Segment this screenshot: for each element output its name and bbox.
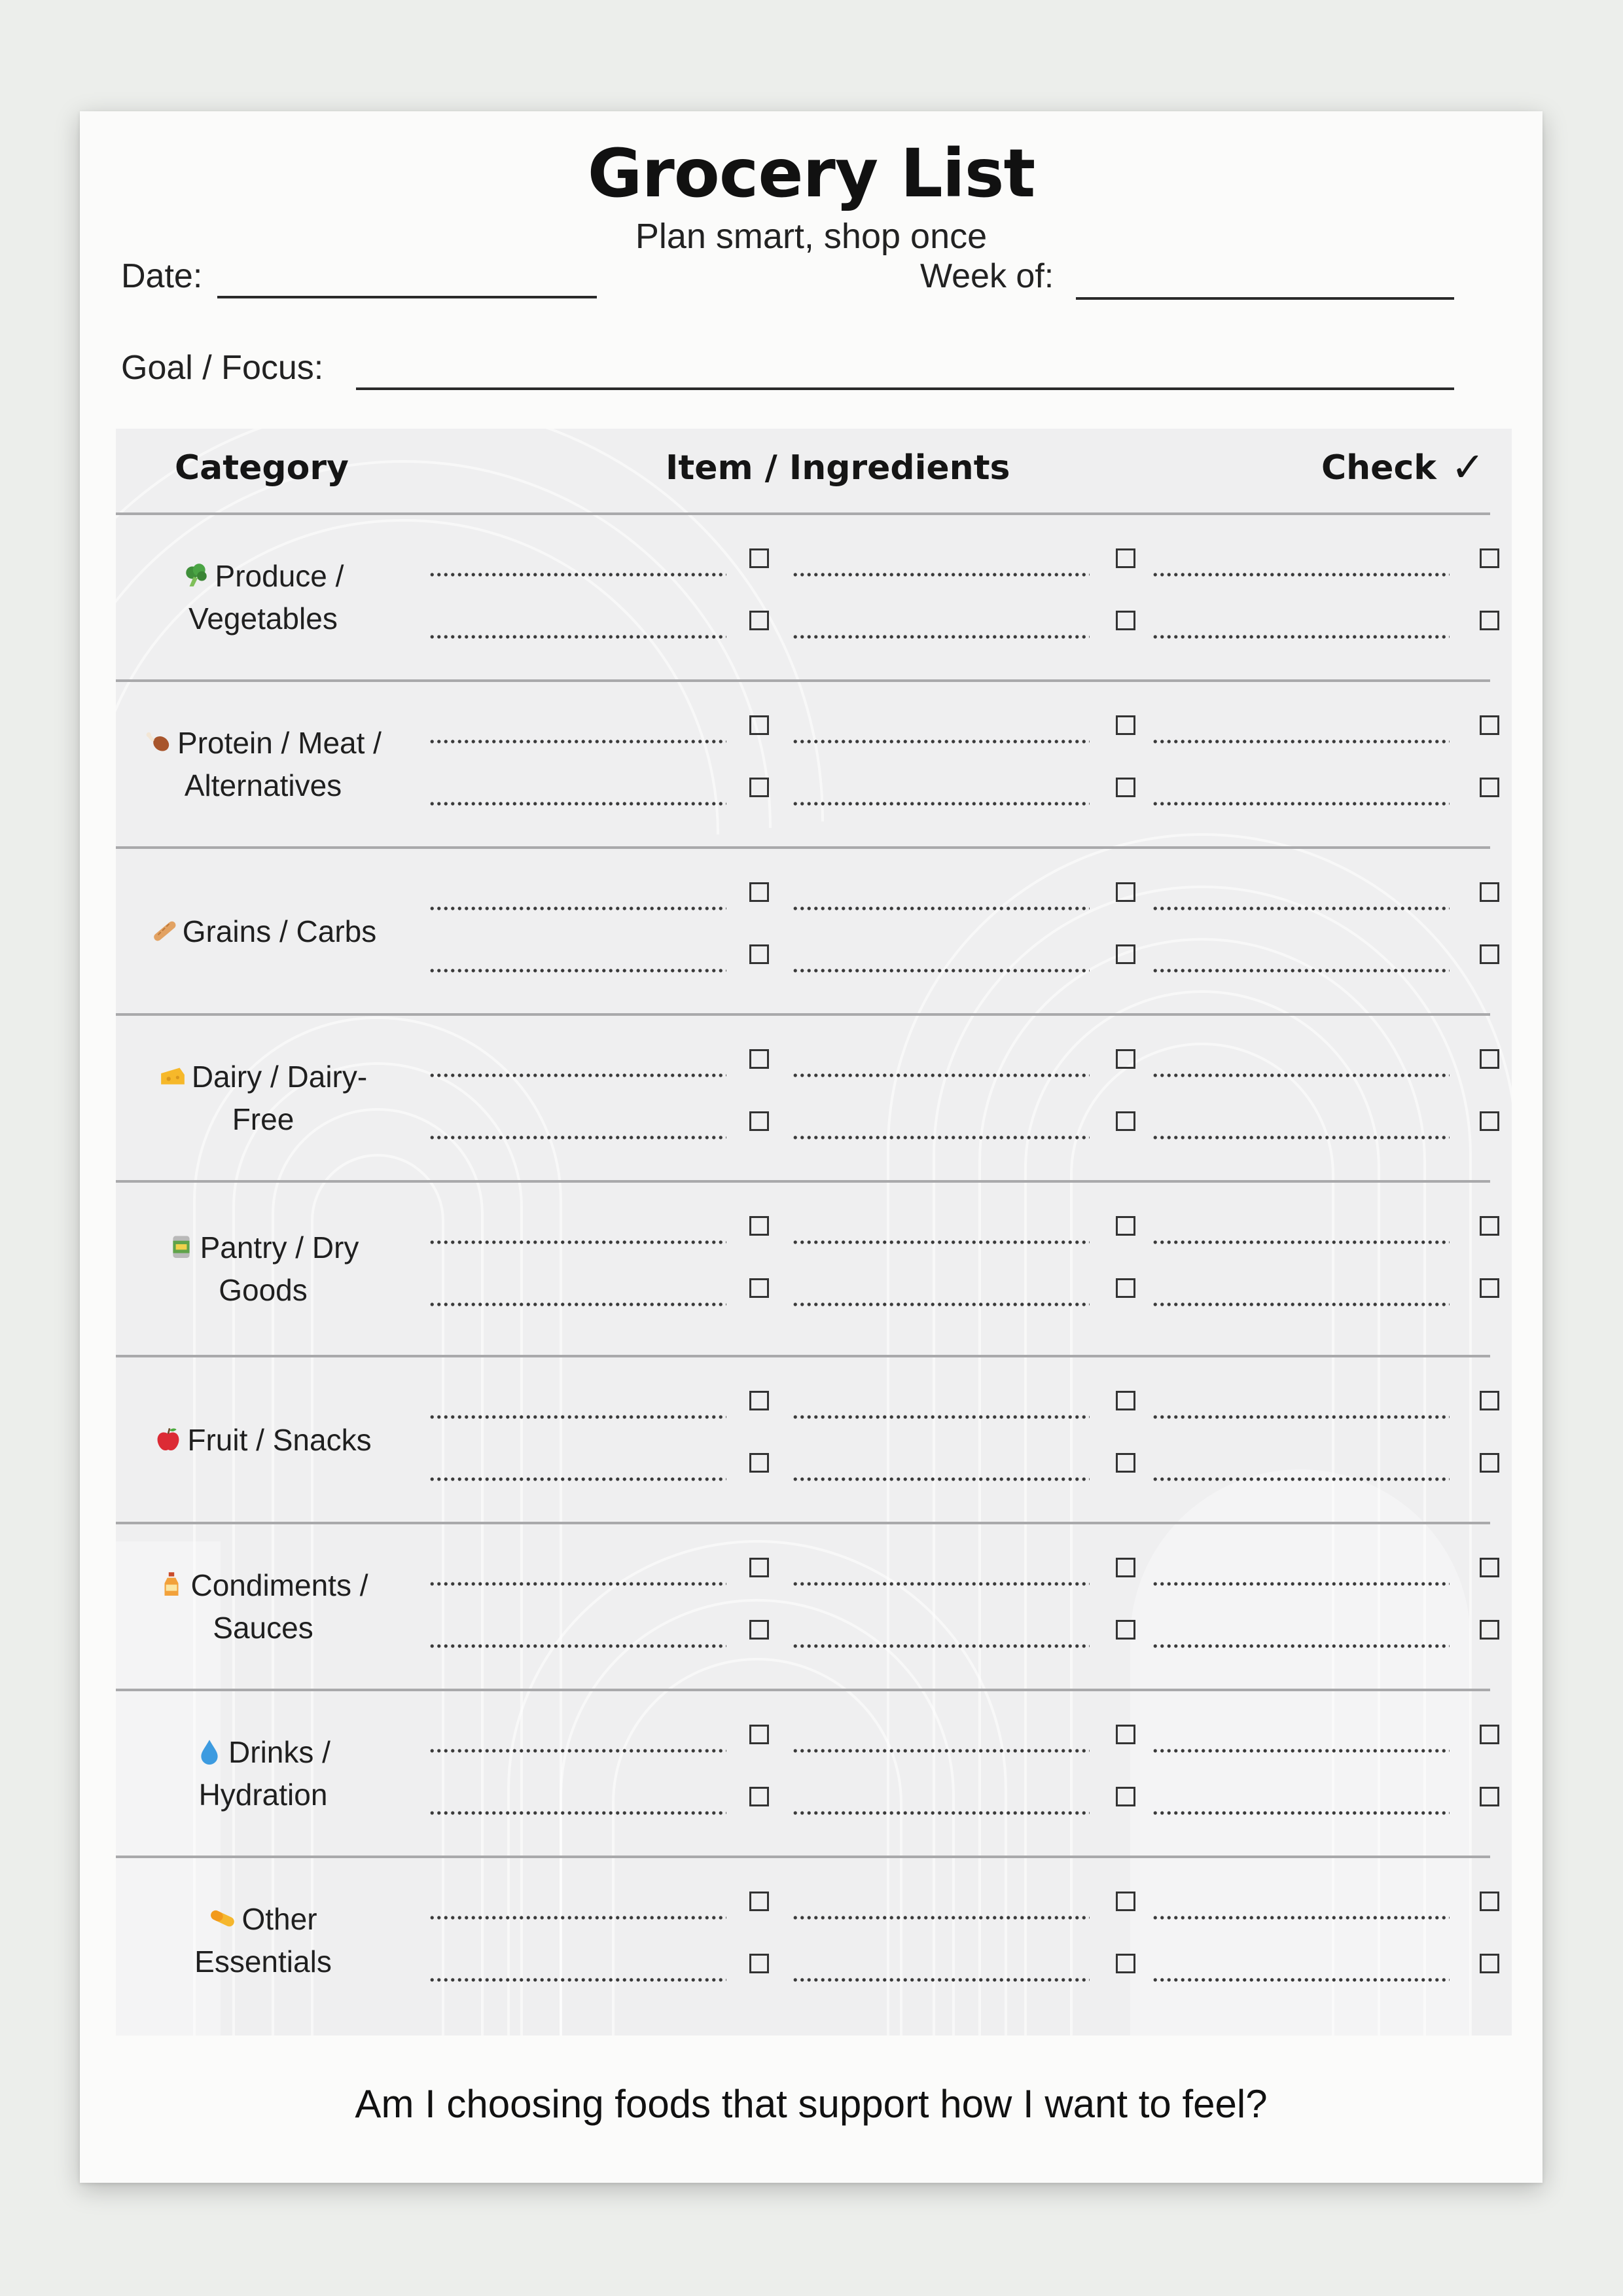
item-entry-line[interactable]	[429, 740, 726, 744]
bottle-icon	[158, 1571, 185, 1599]
item-checkbox[interactable]	[749, 1049, 769, 1069]
apple-icon	[154, 1426, 182, 1453]
item-checkbox[interactable]	[1116, 1278, 1135, 1298]
column-header-category: Category	[175, 448, 349, 488]
table-row	[116, 512, 1512, 679]
item-checkbox[interactable]	[749, 1787, 769, 1806]
item-checkbox[interactable]	[1480, 944, 1499, 964]
item-entry-line[interactable]	[429, 1749, 726, 1753]
item-checkbox[interactable]	[1116, 1111, 1135, 1131]
item-entry-line[interactable]	[792, 1978, 1090, 1982]
table-row	[116, 1013, 1512, 1180]
item-entry-line[interactable]	[1152, 1302, 1450, 1306]
item-checkbox[interactable]	[749, 715, 769, 735]
table-header	[116, 429, 1512, 515]
item-entry-line[interactable]	[792, 1916, 1090, 1920]
item-entry-line[interactable]	[1152, 1811, 1450, 1815]
category-label	[155, 1729, 371, 1816]
week-of-label: Week of:	[920, 257, 1054, 295]
item-checkbox[interactable]	[1116, 1558, 1135, 1577]
item-entry-line[interactable]	[429, 1136, 726, 1139]
item-checkbox[interactable]	[749, 1954, 769, 1973]
item-entry-line[interactable]	[792, 906, 1090, 910]
item-checkbox[interactable]	[1480, 1278, 1499, 1298]
item-checkbox[interactable]	[1116, 944, 1135, 964]
item-entry-line[interactable]	[792, 1582, 1090, 1586]
table-row	[116, 1180, 1512, 1355]
week-of-field[interactable]	[1076, 297, 1454, 300]
broccoli-icon	[183, 562, 210, 590]
grocery-table	[116, 429, 1512, 2036]
pill-icon	[209, 1905, 236, 1933]
item-entry-line[interactable]	[429, 635, 726, 639]
item-entry-line[interactable]	[792, 1749, 1090, 1753]
category-text: Other Essentials	[194, 1901, 332, 1979]
item-entry-line[interactable]	[429, 1582, 726, 1586]
item-entry-line[interactable]	[1152, 1644, 1450, 1648]
item-checkbox[interactable]	[749, 548, 769, 568]
item-checkbox[interactable]	[749, 1453, 769, 1473]
item-checkbox[interactable]	[749, 1558, 769, 1577]
item-entry-line[interactable]	[792, 1136, 1090, 1139]
item-checkbox[interactable]	[1116, 1453, 1135, 1473]
item-entry-line[interactable]	[1152, 1240, 1450, 1244]
item-entry-line[interactable]	[1152, 969, 1450, 973]
item-checkbox[interactable]	[749, 1278, 769, 1298]
column-header-check: Check	[1321, 448, 1436, 488]
item-checkbox[interactable]	[1480, 1391, 1499, 1410]
category-label	[155, 1896, 371, 1982]
item-checkbox[interactable]	[1480, 1111, 1499, 1131]
item-checkbox[interactable]	[749, 1620, 769, 1640]
category-label	[122, 720, 404, 806]
category-label	[155, 553, 371, 639]
goal-focus-label: Goal / Focus:	[121, 349, 324, 387]
item-entry-line[interactable]	[1152, 635, 1450, 639]
category-text: Condiments / Sauces	[190, 1568, 368, 1645]
item-entry-line[interactable]	[429, 802, 726, 806]
category-label	[155, 1225, 371, 1311]
item-entry-line[interactable]	[429, 1415, 726, 1419]
item-entry-line[interactable]	[1152, 1978, 1450, 1982]
category-text: Dairy / Dairy-Free	[191, 1059, 368, 1137]
item-entry-line[interactable]	[792, 1644, 1090, 1648]
item-checkbox[interactable]	[1116, 1954, 1135, 1973]
item-checkbox[interactable]	[1480, 1049, 1499, 1069]
item-entry-line[interactable]	[792, 1415, 1090, 1419]
item-entry-line[interactable]	[792, 802, 1090, 806]
item-checkbox[interactable]	[1480, 1216, 1499, 1236]
item-entry-line[interactable]	[429, 1811, 726, 1815]
item-checkbox[interactable]	[1480, 715, 1499, 735]
cheese-icon	[159, 1063, 187, 1090]
item-checkbox[interactable]	[1480, 1725, 1499, 1744]
item-entry-line[interactable]	[792, 1477, 1090, 1481]
item-checkbox[interactable]	[1480, 1787, 1499, 1806]
item-checkbox[interactable]	[1116, 1391, 1135, 1410]
item-entry-line[interactable]	[1152, 573, 1450, 577]
item-entry-line[interactable]	[429, 969, 726, 973]
item-entry-line[interactable]	[429, 906, 726, 910]
item-entry-line[interactable]	[429, 1073, 726, 1077]
droplet-icon	[196, 1738, 223, 1766]
item-checkbox[interactable]	[1116, 715, 1135, 735]
reflection-question: Am I choosing foods that support how I want to feel?	[355, 2082, 1268, 2126]
item-checkbox[interactable]	[1116, 548, 1135, 568]
item-entry-line[interactable]	[429, 1302, 726, 1306]
item-entry-line[interactable]	[1152, 802, 1450, 806]
table-row	[116, 1689, 1512, 1856]
item-entry-line[interactable]	[1152, 1073, 1450, 1077]
item-checkbox[interactable]	[749, 611, 769, 630]
item-entry-line[interactable]	[792, 635, 1090, 639]
item-checkbox[interactable]	[1480, 882, 1499, 902]
item-entry-line[interactable]	[792, 1811, 1090, 1815]
item-checkbox[interactable]	[1116, 1787, 1135, 1806]
item-checkbox[interactable]	[1116, 611, 1135, 630]
item-checkbox[interactable]	[749, 1216, 769, 1236]
item-checkbox[interactable]	[1480, 611, 1499, 630]
item-entry-line[interactable]	[429, 1477, 726, 1481]
item-checkbox[interactable]	[1116, 1216, 1135, 1236]
item-entry-line[interactable]	[792, 1073, 1090, 1077]
item-checkbox[interactable]	[1116, 778, 1135, 797]
poultry-leg-icon	[145, 729, 172, 757]
column-header-items: Item / Ingredients	[666, 448, 1010, 488]
item-checkbox[interactable]	[1480, 1558, 1499, 1577]
category-label	[132, 1054, 394, 1140]
item-entry-line[interactable]	[792, 1240, 1090, 1244]
item-checkbox[interactable]	[1116, 1049, 1135, 1069]
item-entry-line[interactable]	[429, 573, 726, 577]
category-label	[122, 1417, 404, 1460]
item-checkbox[interactable]	[1480, 548, 1499, 568]
grocery-list-page	[80, 111, 1543, 2183]
category-label	[122, 908, 404, 952]
item-entry-line[interactable]	[429, 1916, 726, 1920]
category-text: Drinks / Hydration	[198, 1734, 330, 1812]
item-checkbox[interactable]	[1116, 1620, 1135, 1640]
goal-focus-field[interactable]	[356, 387, 1454, 390]
baguette-icon	[150, 917, 177, 944]
category-text: Protein / Meat / Alternatives	[177, 725, 382, 803]
item-entry-line[interactable]	[1152, 906, 1450, 910]
date-field[interactable]	[217, 296, 597, 298]
item-checkbox[interactable]	[749, 1111, 769, 1131]
item-checkbox[interactable]	[749, 778, 769, 797]
item-entry-line[interactable]	[1152, 740, 1450, 744]
category-text: Grains / Carbs	[182, 914, 377, 948]
item-checkbox[interactable]	[1116, 882, 1135, 902]
item-checkbox[interactable]	[749, 1892, 769, 1911]
table-row	[116, 1355, 1512, 1522]
item-entry-line[interactable]	[792, 1302, 1090, 1306]
table-row	[116, 679, 1512, 846]
item-checkbox[interactable]	[749, 1391, 769, 1410]
category-text: Produce / Vegetables	[188, 558, 344, 636]
page-subtitle: Plan smart, shop once	[635, 217, 988, 256]
checkmark-icon: ✓	[1451, 443, 1485, 491]
item-checkbox[interactable]	[749, 944, 769, 964]
item-entry-line[interactable]	[429, 1978, 726, 1982]
category-text: Fruit / Snacks	[187, 1422, 372, 1457]
date-label: Date:	[121, 257, 203, 295]
item-entry-line[interactable]	[792, 740, 1090, 744]
table-row	[116, 846, 1512, 1013]
item-entry-line[interactable]	[1152, 1582, 1450, 1586]
item-checkbox[interactable]	[1480, 1954, 1499, 1973]
item-checkbox[interactable]	[1480, 1453, 1499, 1473]
page-title: Grocery List	[587, 135, 1035, 213]
item-entry-line[interactable]	[1152, 1136, 1450, 1139]
category-label	[122, 1562, 404, 1649]
item-entry-line[interactable]	[1152, 1477, 1450, 1481]
item-checkbox[interactable]	[749, 1725, 769, 1744]
item-checkbox[interactable]	[1480, 1892, 1499, 1911]
item-checkbox[interactable]	[1480, 778, 1499, 797]
item-checkbox[interactable]	[749, 882, 769, 902]
item-entry-line[interactable]	[429, 1240, 726, 1244]
item-entry-line[interactable]	[1152, 1415, 1450, 1419]
item-entry-line[interactable]	[792, 573, 1090, 577]
item-entry-line[interactable]	[429, 1644, 726, 1648]
item-checkbox[interactable]	[1116, 1725, 1135, 1744]
table-row	[116, 1522, 1512, 1689]
item-entry-line[interactable]	[1152, 1749, 1450, 1753]
item-entry-line[interactable]	[1152, 1916, 1450, 1920]
table-row	[116, 1856, 1512, 2022]
item-checkbox[interactable]	[1116, 1892, 1135, 1911]
item-entry-line[interactable]	[792, 969, 1090, 973]
category-text: Pantry / Dry Goods	[200, 1230, 359, 1308]
canned-food-icon	[168, 1234, 195, 1261]
item-checkbox[interactable]	[1480, 1620, 1499, 1640]
